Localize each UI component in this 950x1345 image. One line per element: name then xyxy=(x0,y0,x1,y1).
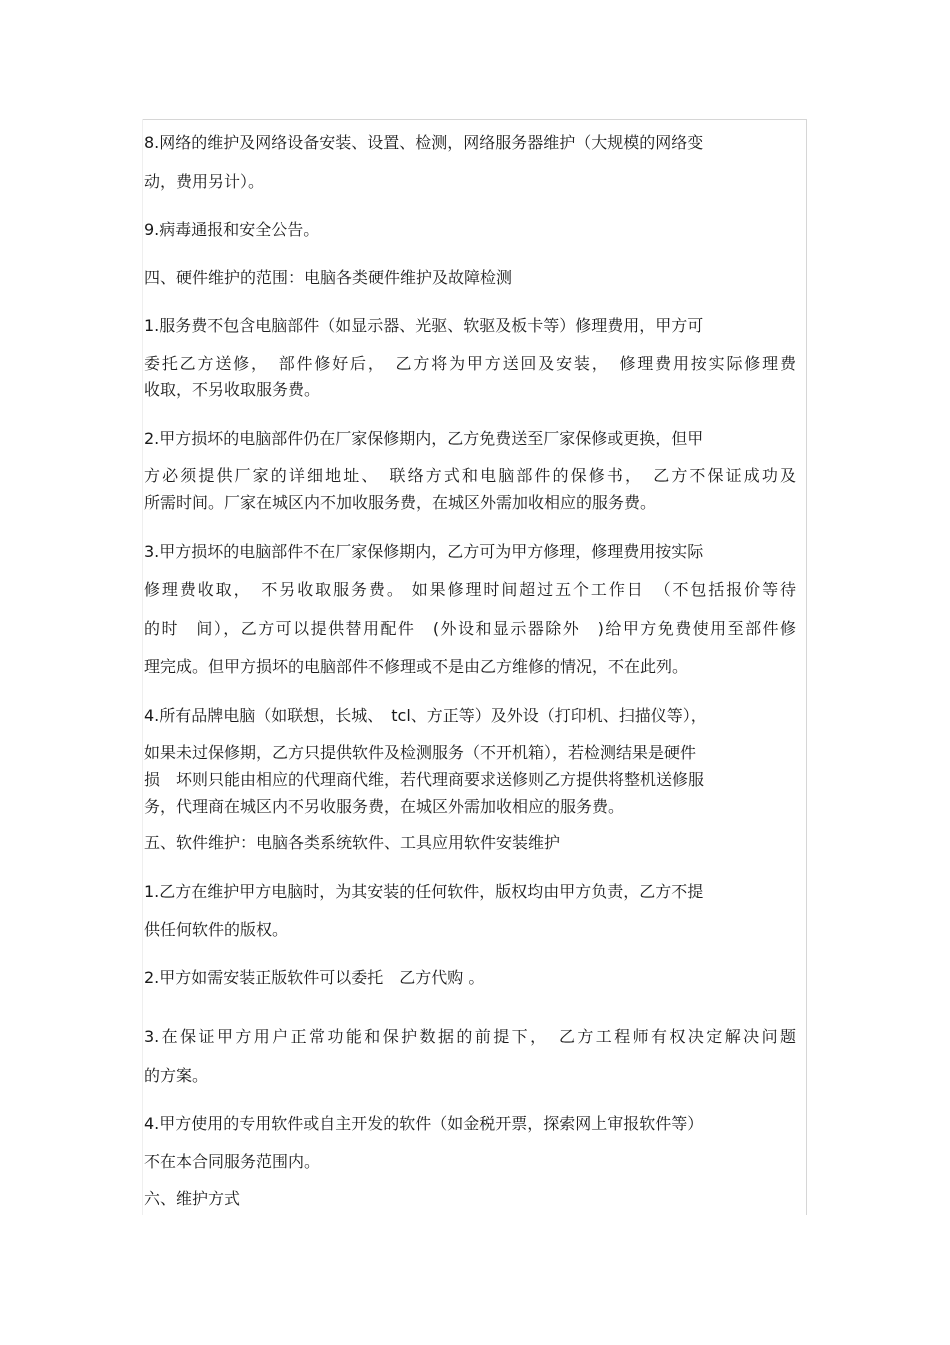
page-border-right xyxy=(806,119,807,1215)
hw-clause-2-line-1: 2.甲方损坏的电脑部件仍在厂家保修期内，乙方免费送至厂家保修或更换，但甲 xyxy=(144,429,704,448)
hw-clause-4-line-3: 损 坏则只能由相应的代理商代维，若代理商要求送修则乙方提供将整机送修服 xyxy=(144,770,705,789)
clause-9: 9.病毒通报和安全公告。 xyxy=(144,220,320,239)
section-4-heading: 四、硬件维护的范围：电脑各类硬件维护及故障检测 xyxy=(144,268,513,287)
sw-clause-2: 2.甲方如需安装正版软件可以委托 乙方代购 。 xyxy=(144,968,485,987)
sw-clause-1-line-2: 供任何软件的版权。 xyxy=(144,920,289,939)
section-5-heading: 五、软件维护：电脑各类系统软件、工具应用软件安装维护 xyxy=(144,833,561,852)
page-border-top xyxy=(142,119,807,120)
hw-clause-1-line-3: 收取，不另收取服务费。 xyxy=(144,380,321,399)
sw-clause-3-line-2: 的方案。 xyxy=(144,1066,209,1085)
section-6-heading: 六、维护方式 xyxy=(144,1189,241,1208)
page-border-left xyxy=(142,119,143,1215)
sw-clause-4-line-2: 不在本合同服务范围内。 xyxy=(144,1152,321,1171)
clause-8-line-1: 8.网络的维护及网络设备安装、设置、检测，网络服务器维护（大规模的网络变 xyxy=(144,133,704,152)
hw-clause-4-line-2: 如果未过保修期，乙方只提供软件及检测服务（不开机箱），若检测结果是硬件 xyxy=(144,743,697,762)
sw-clause-4-line-1: 4.甲方使用的专用软件或自主开发的软件（如金税开票，探索网上审报软件等） xyxy=(144,1114,704,1133)
sw-clause-1-line-1: 1.乙方在维护甲方电脑时，为其安装的任何软件，版权均由甲方负责，乙方不提 xyxy=(144,882,704,901)
hw-clause-2-line-2: 方必须提供厂家的详细地址、 联络方式和电脑部件的保修书， 乙方不保证成功及 xyxy=(144,466,796,485)
hw-clause-1-line-1: 1.服务费不包含电脑部件（如显示器、光驱、软驱及板卡等）修理费用，甲方可 xyxy=(144,316,704,335)
hw-clause-1-line-2: 委托乙方送修， 部件修好后， 乙方将为甲方送回及安装， 修理费用按实际修理费 xyxy=(144,354,796,373)
hw-clause-4-line-4: 务，代理商在城区内不另收服务费，在城区外需加收相应的服务费。 xyxy=(144,797,625,816)
hw-clause-2-line-3: 所需时间。厂家在城区内不加收服务费，在城区外需加收相应的服务费。 xyxy=(144,493,657,512)
hw-clause-3-line-3: 的时 间），乙方可以提供替用配件 (外设和显示器除外 )给甲方免费使用至部件修 xyxy=(144,619,796,638)
clause-8-line-2: 动，费用另计）。 xyxy=(144,172,265,191)
hw-clause-3-line-1: 3.甲方损坏的电脑部件不在厂家保修期内，乙方可为甲方修理，修理费用按实际 xyxy=(144,542,704,561)
hw-clause-3-line-4: 理完成。但甲方损坏的电脑部件不修理或不是由乙方维修的情况，不在此列。 xyxy=(144,657,689,676)
hw-clause-4-line-1: 4.所有品牌电脑（如联想，长城、 tcl、方正等）及外设（打印机、扫描仪等）， xyxy=(144,706,707,725)
hw-clause-3-line-2: 修理费收取， 不另收取服务费。 如果修理时间超过五个工作日 （不包括报价等待 xyxy=(144,580,796,599)
sw-clause-3-line-1: 3.在保证甲方用户正常功能和保护数据的前提下， 乙方工程师有权决定解决问题 xyxy=(144,1027,796,1046)
